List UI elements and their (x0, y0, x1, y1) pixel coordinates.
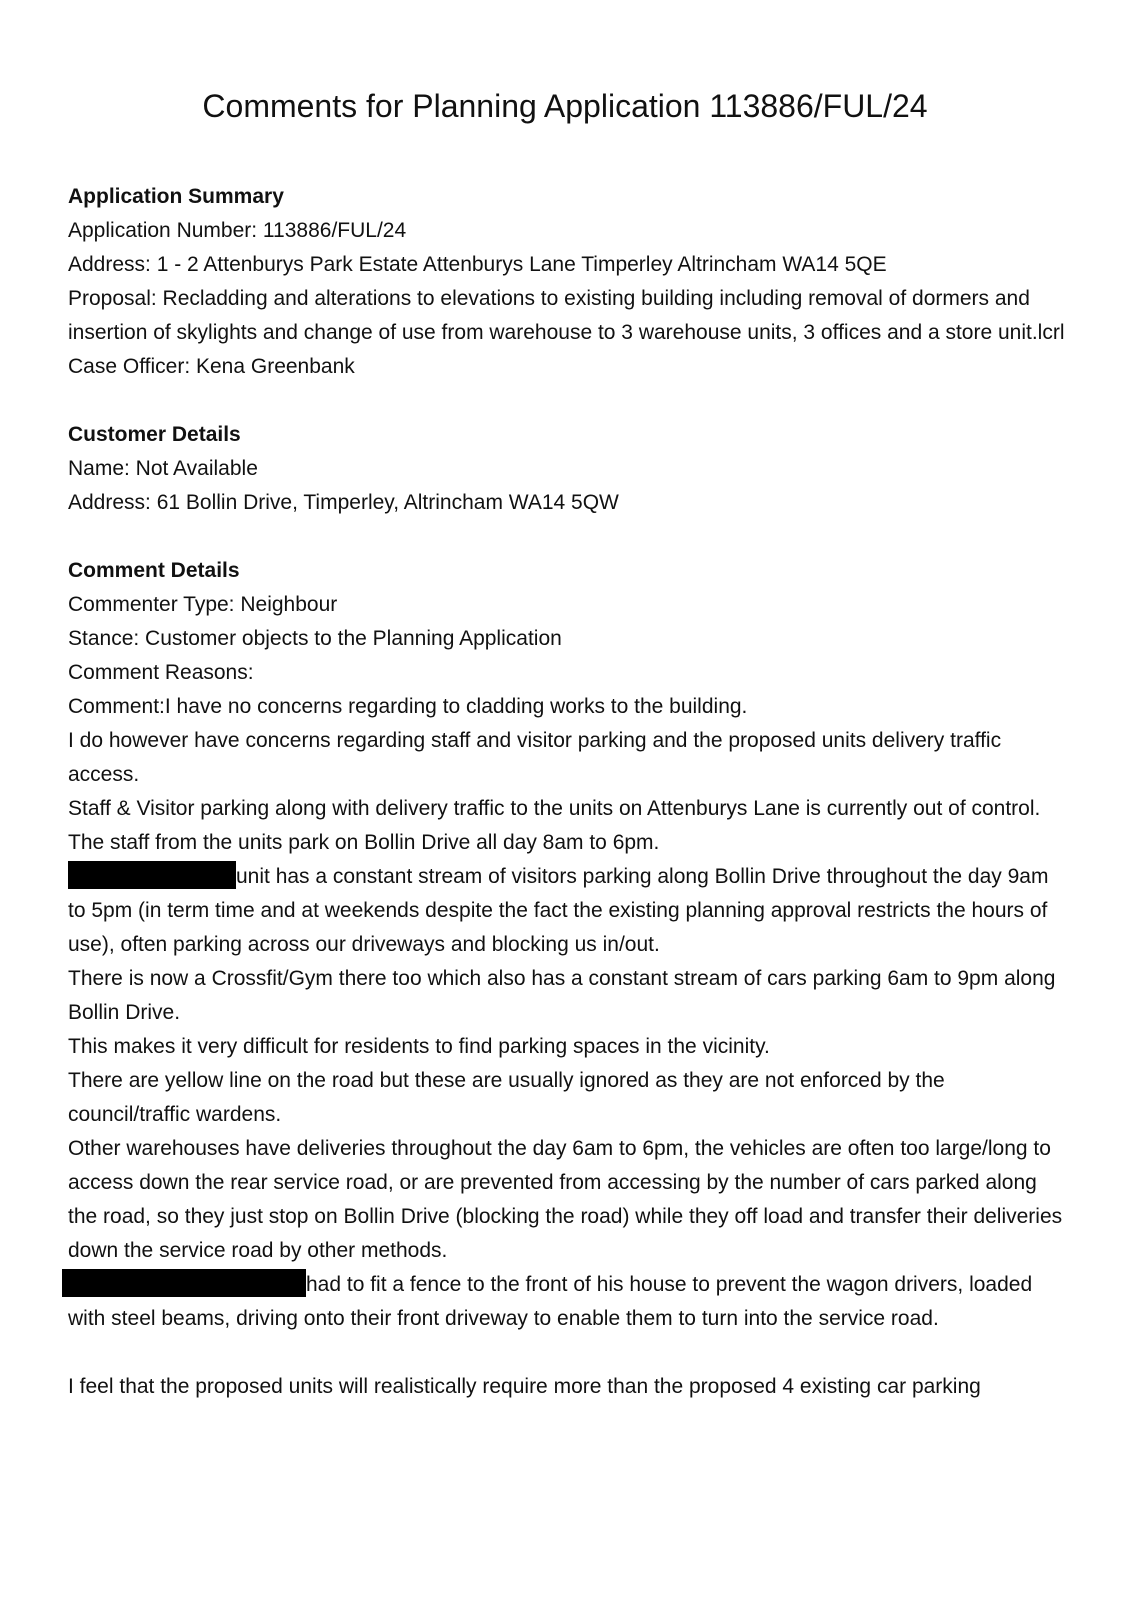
redaction-block (68, 861, 236, 889)
comment-paragraph: Other warehouses have deliveries throughout the day 6am to 6pm, the vehicles are often too large/long to access down the rear service road, or are prevented from accessing by the number of cars parked along the road, so they just stop on Bollin Drive (blocking the road) while they off load and transfer their deliveries down the service road by other methods. (68, 1137, 1063, 1262)
redacted-paragraph-text: unit has a constant stream of visitors parking along Bollin Drive throughout the day 9am to 5pm (in term time and at weekends despite the fact the existing planning approval restricts the hours of use), often parking across our driveways and blocking us in/out. (68, 865, 1049, 956)
comment-details-section (68, 554, 1068, 1404)
paragraph-gap (68, 1336, 1068, 1370)
customer-details-heading: Customer Details (68, 423, 241, 446)
comment-details-heading: Comment Details (68, 559, 240, 582)
application-summary-heading: Application Summary (68, 185, 284, 208)
comment-paragraph: Comment:I have no concerns regarding to cladding works to the building. (68, 695, 748, 718)
comment-paragraph: There is now a Crossfit/Gym there too which also has a constant stream of cars parking 6am to 9pm along Bollin Drive. (68, 967, 1056, 1024)
customer-name: Name: Not Available (68, 457, 258, 480)
comment-paragraph: There are yellow line on the road but these are usually ignored as they are not enforced by the council/traffic wardens. (68, 1069, 945, 1126)
comment-paragraph-redacted (68, 860, 1068, 962)
comment-reasons: Comment Reasons: (68, 661, 254, 684)
comment-paragraph-redacted (68, 1268, 1068, 1336)
comment-paragraph: The staff from the units park on Bollin Drive all day 8am to 6pm. (68, 831, 660, 854)
redacted-paragraph-text: had to fit a fence to the front of his house to prevent the wagon drivers, loaded with steel beams, driving onto their front driveway to enable them to turn into the service road. (68, 1273, 1033, 1330)
comment-paragraph: I do however have concerns regarding staff and visitor parking and the proposed units delivery traffic access. (68, 729, 1002, 786)
application-number: Application Number: 113886/FUL/24 (68, 219, 407, 242)
comment-paragraph: This makes it very difficult for residents to find parking spaces in the vicinity. (68, 1035, 770, 1058)
page-title: Comments for Planning Application 113886/FUL/24 (202, 88, 928, 124)
comment-paragraph-final: I feel that the proposed units will realistically require more than the proposed 4 existing car parking (68, 1375, 981, 1398)
application-address: Address: 1 - 2 Attenburys Park Estate Attenburys Lane Timperley Altrincham WA14 5QE (68, 253, 887, 276)
comment-paragraph: Staff & Visitor parking along with delivery traffic to the units on Attenburys Lane is currently out of control. (68, 797, 1041, 820)
commenter-type: Commenter Type: Neighbour (68, 593, 338, 616)
customer-details-section (68, 418, 1068, 520)
stance: Stance: Customer objects to the Planning Application (68, 627, 562, 650)
application-proposal: Proposal: Recladding and alterations to elevations to existing building including removal of dormers and insertion of skylights and change of use from warehouse to 3 warehouse units, 3 offices and a store unit.lcrl (68, 287, 1065, 344)
application-summary-section (68, 180, 1068, 384)
redaction-block (62, 1269, 306, 1297)
document-content (68, 180, 1068, 1404)
customer-address: Address: 61 Bollin Drive, Timperley, Altrincham WA14 5QW (68, 491, 619, 514)
case-officer: Case Officer: Kena Greenbank (68, 355, 355, 378)
